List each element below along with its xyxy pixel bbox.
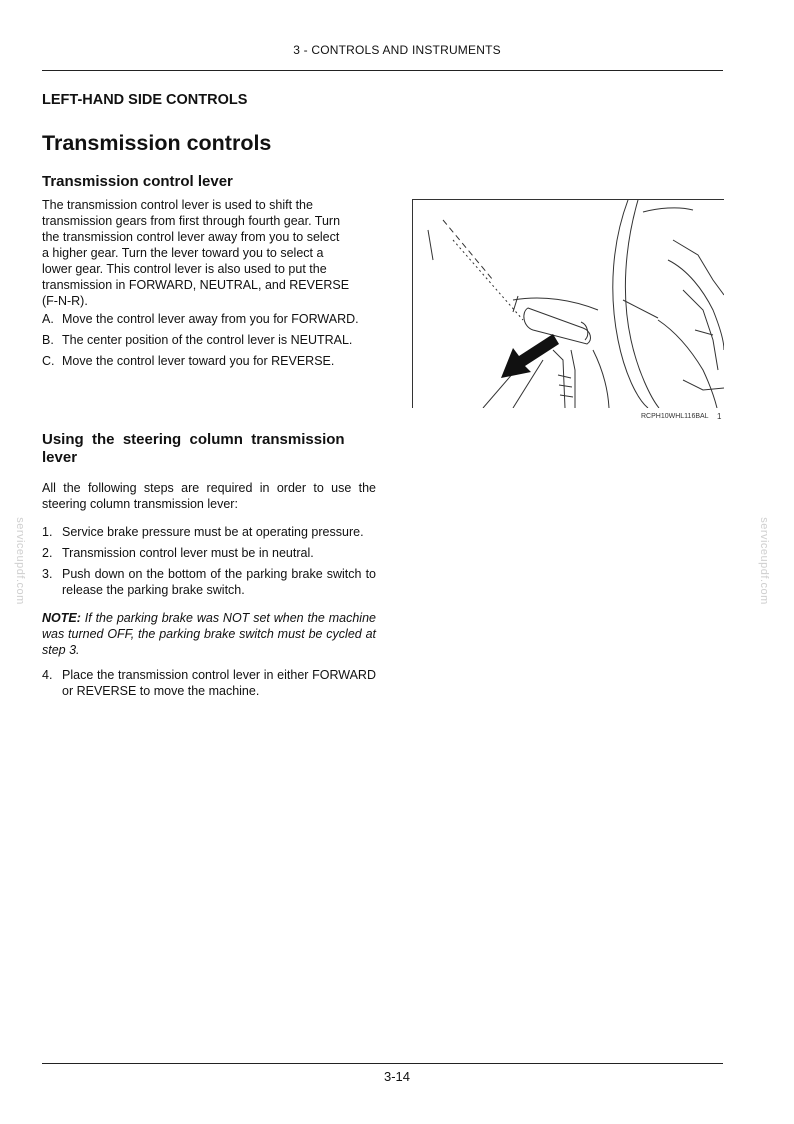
list-marker: 4. — [42, 668, 53, 682]
lever-paragraph-line: The transmission control lever is used to shift the — [42, 198, 313, 212]
running-header: 3 - CONTROLS AND INSTRUMENTS — [293, 43, 501, 57]
lever-paragraph-line: a higher gear. Turn the lever toward you to select a — [42, 246, 324, 260]
list-marker: B. — [42, 333, 54, 347]
steering-heading-line: lever — [42, 449, 78, 466]
list-item — [42, 566, 376, 598]
steering-heading-line: Using the steering column transmission — [42, 431, 345, 448]
list-marker: C. — [42, 354, 55, 368]
watermark-left: serviceupdf.com — [13, 517, 26, 605]
list-item-text: Service brake pressure must be at operating pressure. — [62, 525, 364, 539]
lever-position-list — [42, 311, 376, 369]
figure-number: 1 — [717, 412, 722, 421]
list-item-text: Place the transmission control lever in either FORWARD or REVERSE to move the machine. — [62, 668, 376, 698]
page-title: Transmission controls — [42, 131, 272, 155]
list-item-text: Transmission control lever must be in neutral. — [62, 546, 314, 560]
list-item — [42, 524, 376, 540]
list-marker: 2. — [42, 546, 53, 560]
list-item — [42, 667, 376, 699]
list-marker: 1. — [42, 525, 53, 539]
header-rule — [42, 70, 723, 71]
list-marker: 3. — [42, 567, 53, 581]
lever-heading: Transmission control lever — [42, 173, 233, 190]
list-item — [42, 545, 376, 561]
lever-paragraph — [42, 197, 376, 309]
list-marker: A. — [42, 312, 54, 326]
note — [42, 610, 376, 658]
note-text: If the parking brake was NOT set when the machine was turned OFF, the parking brake switch must be cycled at step 3. — [42, 611, 376, 657]
steering-heading — [42, 431, 376, 467]
lever-paragraph-line: transmission in FORWARD, NEUTRAL, and REVERSE — [42, 278, 350, 292]
transmission-lever-figure — [412, 199, 724, 408]
list-item-text: Move the control lever away from you for FORWARD. — [62, 312, 359, 326]
list-item — [42, 311, 376, 327]
section-label: LEFT-HAND SIDE CONTROLS — [42, 92, 248, 108]
footer-rule — [42, 1063, 723, 1064]
lever-paragraph-line: lower gear. This control lever is also used to put the — [42, 262, 327, 276]
steering-steps-list — [42, 524, 376, 598]
list-item — [42, 353, 376, 369]
lever-paragraph-line: transmission gears from first through fourth gear. Turn — [42, 214, 341, 228]
note-label: NOTE: — [42, 611, 81, 625]
list-item-text: The center position of the control lever is NEUTRAL. — [62, 333, 353, 347]
lever-paragraph-line: (F-N-R). — [42, 294, 88, 308]
list-item — [42, 332, 376, 348]
steering-intro: All the following steps are required in order to use the steering column transmission lever: — [42, 481, 376, 511]
steering-step-4 — [42, 667, 376, 699]
watermark-right: serviceupdf.com — [757, 517, 770, 605]
list-item-text: Push down on the bottom of the parking brake switch to release the parking brake switch. — [62, 567, 376, 597]
steering-column-illustration — [413, 200, 724, 408]
lever-paragraph-line: the transmission control lever away from you to select — [42, 230, 340, 244]
figure-caption: RCPH10WHL116BAL — [641, 413, 709, 420]
page-number: 3-14 — [383, 1069, 411, 1084]
list-item-text: Move the control lever toward you for REVERSE. — [62, 354, 335, 368]
